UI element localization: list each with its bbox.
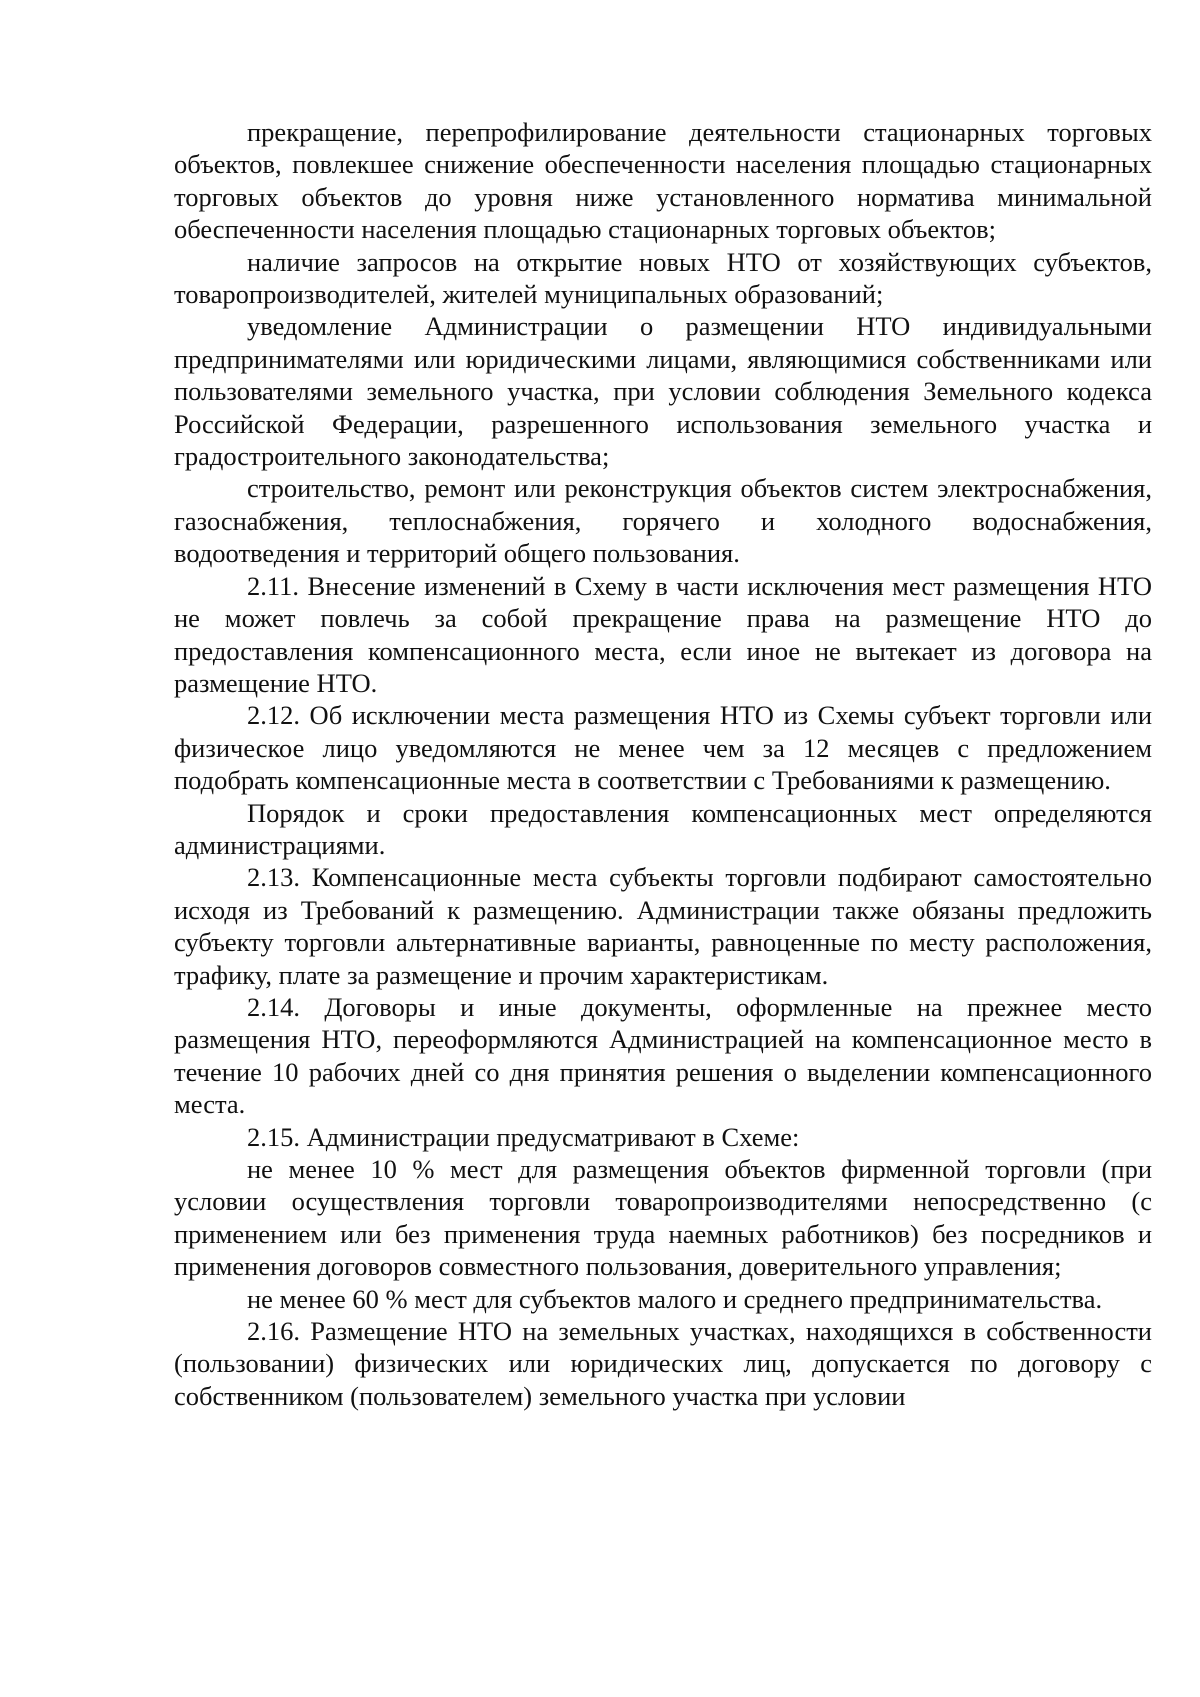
paragraph-brand-trade-share: не менее 10 % мест для размещения объектов фирменной торговли (при условии осуществления торговли товаропроизводителями непосредственно (с применением или без применения труда наемных работников) без посредников и применения договоров совместного пользования, доверительного управления; bbox=[174, 1154, 1152, 1282]
document-page bbox=[174, 116, 1152, 1412]
paragraph-2-11: 2.11. Внесение изменений в Схему в части исключения мест размещения НТО не может повлечь за собой прекращение права на размещение НТО до предоставления компенсационного места, если иное не вытекает из договора на размещение НТО. bbox=[174, 570, 1152, 698]
paragraph-small-business-share: не менее 60 % мест для субъектов малого и среднего предпринимательства. bbox=[247, 1283, 1103, 1314]
paragraph-2-13: 2.13. Компенсационные места субъекты торговли подбирают самостоятельно исходя из Требований к размещению. Администрации также обязаны предложить субъекту торговли альтернативные варианты, равноценные по месту расположения, трафику, плате за размещение и прочим характеристикам. bbox=[174, 862, 1152, 990]
paragraph-2-16: 2.16. Размещение НТО на земельных участках, находящихся в собственности (пользовании) физических или юридических лиц, допускается по договору с собственником (пользователем) земельного участка при условии bbox=[174, 1316, 1152, 1411]
paragraph-2-15: 2.15. Администрации предусматривают в Схеме: bbox=[247, 1121, 800, 1152]
paragraph-2-12: 2.12. Об исключении места размещения НТО из Схемы субъект торговли или физическое лицо уведомляются не менее чем за 12 месяцев с предложением подобрать компенсационные места в соответствии с Требованиями к размещению. bbox=[174, 700, 1152, 796]
paragraph-notification-administration: уведомление Администрации о размещении НТО индивидуальными предпринимателями или юридическими лицами, являющимися собственниками или пользователями земельного участка, при условии соблюдения Земельного кодекса Российской Федерации, разрешенного использования земельного участка и градостроительного законодательства; bbox=[174, 311, 1152, 472]
paragraph-compensation-order: Порядок и сроки предоставления компенсационных мест определяются администрациями. bbox=[174, 797, 1152, 860]
paragraph-closure-of-stores: прекращение, перепрофилирование деятельности стационарных торговых объектов, повлекшее снижение обеспеченности населения площадью стационарных торговых объектов до уровня ниже установленного норматива минимальной обеспеченности населения площадью стационарных торговых объектов; bbox=[174, 117, 1152, 245]
paragraph-requests-new-nto: наличие запросов на открытие новых НТО от хозяйствующих субъектов, товаропроизводителей, жителей муниципальных образований; bbox=[174, 246, 1152, 310]
paragraph-2-14: 2.14. Договоры и иные документы, оформленные на прежнее место размещения НТО, переоформляются Администрацией на компенсационное место в течение 10 рабочих дней со дня принятия решения о выделении компенсационного места. bbox=[174, 991, 1152, 1120]
paragraph-construction-repair: строительство, ремонт или реконструкция объектов систем электроснабжения, газоснабжения, теплоснабжения, горячего и холодного водоснабжения, водоотведения и территорий общего пользования. bbox=[174, 473, 1152, 569]
